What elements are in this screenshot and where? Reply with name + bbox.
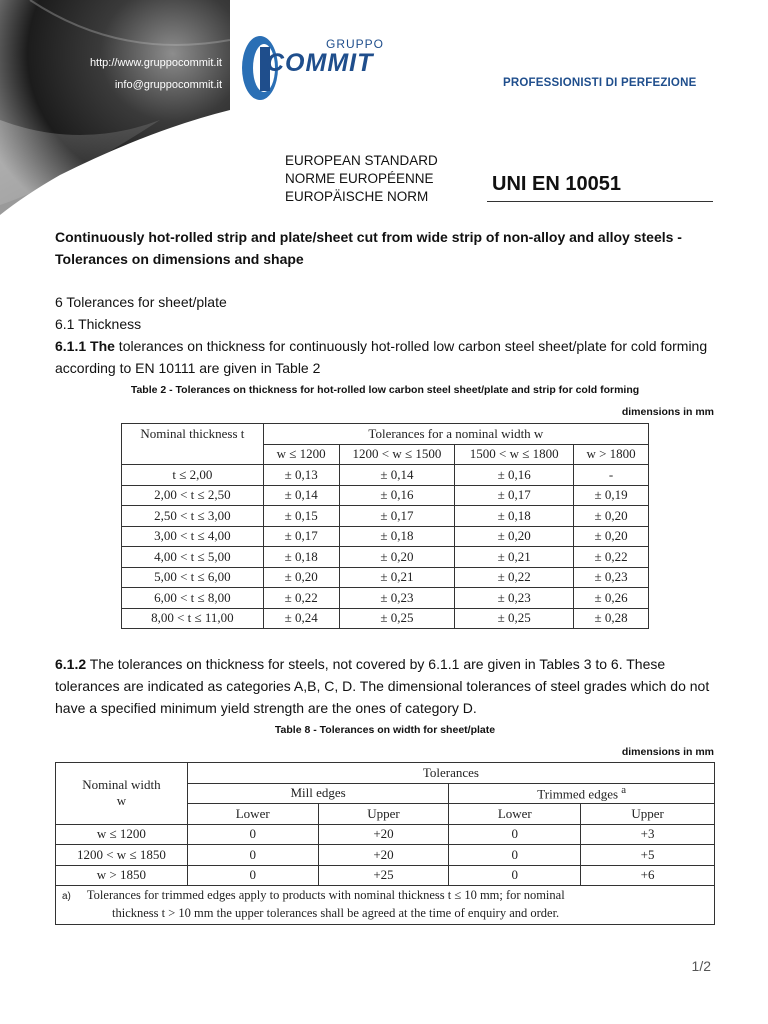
table-cell: ± 0,24 [263,608,339,629]
footnote-marker: a [621,784,627,797]
paragraph-text: The tolerances on thickness for steels, not covered by 6.1.1 are given in Tables 3 to 6. These tolerances are indicated as categories A,B, C, D. The dimensional tolerances of steel grades which do not have a specified minimum yield strength are the ones of category D. [55,656,710,716]
table-cell: 2,00 < t ≤ 2,50 [122,485,264,506]
table-cell: 8,00 < t ≤ 11,00 [122,608,264,629]
standard-line-de: EUROPÄISCHE NORM [285,189,429,204]
column-header-sub: w [116,793,127,809]
company-tagline: PROFESSIONISTI DI PERFEZIONE [503,77,697,89]
table-cell: ± 0,20 [574,526,649,547]
paragraph-number: 6.1.2 [55,656,87,672]
column-header: Upper [581,804,715,825]
table-cell: ± 0,14 [339,465,455,486]
table-cell: +25 [318,865,449,886]
column-header: Lower [187,804,318,825]
table2-thickness-tolerances [121,423,649,629]
table-cell: 2,50 < t ≤ 3,00 [122,506,264,527]
table-cell: ± 0,14 [263,485,339,506]
email-link[interactable]: info@gruppocommit.it [114,79,222,91]
table-cell: ± 0,17 [339,506,455,527]
table-cell: ± 0,25 [339,608,455,629]
table-row [122,588,649,609]
table-cell: ± 0,18 [339,526,455,547]
table-cell: ± 0,19 [574,485,649,506]
table-row [56,865,715,886]
table-cell: ± 0,23 [339,588,455,609]
table-row [56,824,715,845]
paragraph-number: 6.1.1 The [55,338,115,354]
divider [487,201,713,202]
table-cell: ± 0,22 [455,567,574,588]
table-cell: ± 0,18 [455,506,574,527]
paragraph-text: tolerances on thickness for continuously hot-rolled low carbon steel sheet/plate for cold forming according to EN 10111 are given in Table 2 [55,338,708,376]
table-footnote [56,886,715,925]
table-row [122,465,649,486]
table-row [56,845,715,866]
table-cell: 1200 < w ≤ 1850 [56,845,188,866]
table-row [122,547,649,568]
table-cell: +20 [318,824,449,845]
table-cell: 4,00 < t ≤ 5,00 [122,547,264,568]
table-cell: w ≤ 1200 [56,824,188,845]
footnote-label: a) [62,891,71,902]
commit-logo [238,33,398,103]
document-title: Continuously hot-rolled strip and plate/sheet cut from wide strip of non-alloy and alloy steels - Tolerances on dimensions and shape [55,229,682,267]
table-row [122,506,649,527]
table-cell: 0 [449,865,581,886]
page-number: 1/2 [691,958,711,974]
column-header: 1200 < w ≤ 1500 [339,444,455,465]
table-row [122,608,649,629]
table8-width-tolerances [55,762,715,925]
table-cell: ± 0,23 [455,588,574,609]
table-row [122,526,649,547]
paragraph-6-1-1 [55,335,715,379]
column-header-label: Trimmed edges [537,786,619,802]
table-cell: ± 0,20 [339,547,455,568]
column-header [56,763,188,825]
column-group-header: Mill edges [187,783,449,804]
table-cell: t ≤ 2,00 [122,465,264,486]
table-cell: ± 0,15 [263,506,339,527]
table-cell: 3,00 < t ≤ 4,00 [122,526,264,547]
table-cell: ± 0,17 [455,485,574,506]
standard-code: UNI EN 10051 [492,173,621,195]
table-note-row [56,886,715,925]
table-cell: ± 0,22 [263,588,339,609]
column-header: Lower [449,804,581,825]
column-header-label: Nominal width [82,777,161,793]
table2-units: dimensions in mm [621,406,714,418]
table-cell: 6,00 < t ≤ 8,00 [122,588,264,609]
table-cell: ± 0,16 [339,485,455,506]
website-link[interactable]: http://www.gruppocommit.it [89,57,222,69]
table-cell: +3 [581,824,715,845]
table8-units: dimensions in mm [621,746,714,758]
table-cell: ± 0,13 [263,465,339,486]
table-header-row [122,424,649,445]
logo-commit-text: COMMIT [266,49,374,77]
table-cell: ± 0,28 [574,608,649,629]
table-cell: ± 0,20 [455,526,574,547]
table-cell: +5 [581,845,715,866]
table-cell: 0 [187,824,318,845]
table-cell: ± 0,18 [263,547,339,568]
column-header: w ≤ 1200 [263,444,339,465]
section-heading-6-1: 6.1 Thickness [55,316,142,332]
table-cell: ± 0,16 [455,465,574,486]
header-corner-graphic [0,0,230,215]
table-cell: w > 1850 [56,865,188,886]
table-row [122,567,649,588]
table-cell: 5,00 < t ≤ 6,00 [122,567,264,588]
footnote-text-2: thickness t > 10 mm the upper tolerances shall be agreed at the time of enquiry and order. [112,906,560,920]
table-cell: ± 0,26 [574,588,649,609]
table-cell: +6 [581,865,715,886]
table-cell: ± 0,22 [574,547,649,568]
table-cell: 0 [187,865,318,886]
table-cell: ± 0,17 [263,526,339,547]
table-cell: ± 0,25 [455,608,574,629]
table-cell: ± 0,21 [455,547,574,568]
table-header-row [56,763,715,784]
table-cell: 0 [187,845,318,866]
table-cell: +20 [318,845,449,866]
column-header: 1500 < w ≤ 1800 [455,444,574,465]
table2-caption: Table 2 - Tolerances on thickness for hot-rolled low carbon steel sheet/plate and strip for cold forming [130,384,640,396]
standard-line-en: EUROPEAN STANDARD [285,153,438,168]
standard-line-fr: NORME EUROPÉENNE [285,171,434,186]
table8-caption: Table 8 - Tolerances on width for sheet/plate [274,724,496,736]
column-group-header [449,783,715,804]
table-cell: - [574,465,649,486]
column-header: Nominal thickness t [122,424,264,465]
column-group-header: Tolerances [187,763,714,784]
table-row [122,485,649,506]
table-cell: ± 0,20 [263,567,339,588]
footnote-text-1: Tolerances for trimmed edges apply to products with nominal thickness t ≤ 10 mm; for nominal [86,888,565,902]
section-heading-6: 6 Tolerances for sheet/plate [55,294,227,310]
paragraph-6-1-2 [55,653,715,719]
table-cell: 0 [449,824,581,845]
column-header: Upper [318,804,449,825]
column-header: w > 1800 [574,444,649,465]
logo-gruppo-text: GRUPPO [326,37,385,51]
table-cell: ± 0,21 [339,567,455,588]
table-cell: 0 [449,845,581,866]
table-cell: ± 0,20 [574,506,649,527]
column-group-header: Tolerances for a nominal width w [263,424,648,445]
table-cell: ± 0,23 [574,567,649,588]
